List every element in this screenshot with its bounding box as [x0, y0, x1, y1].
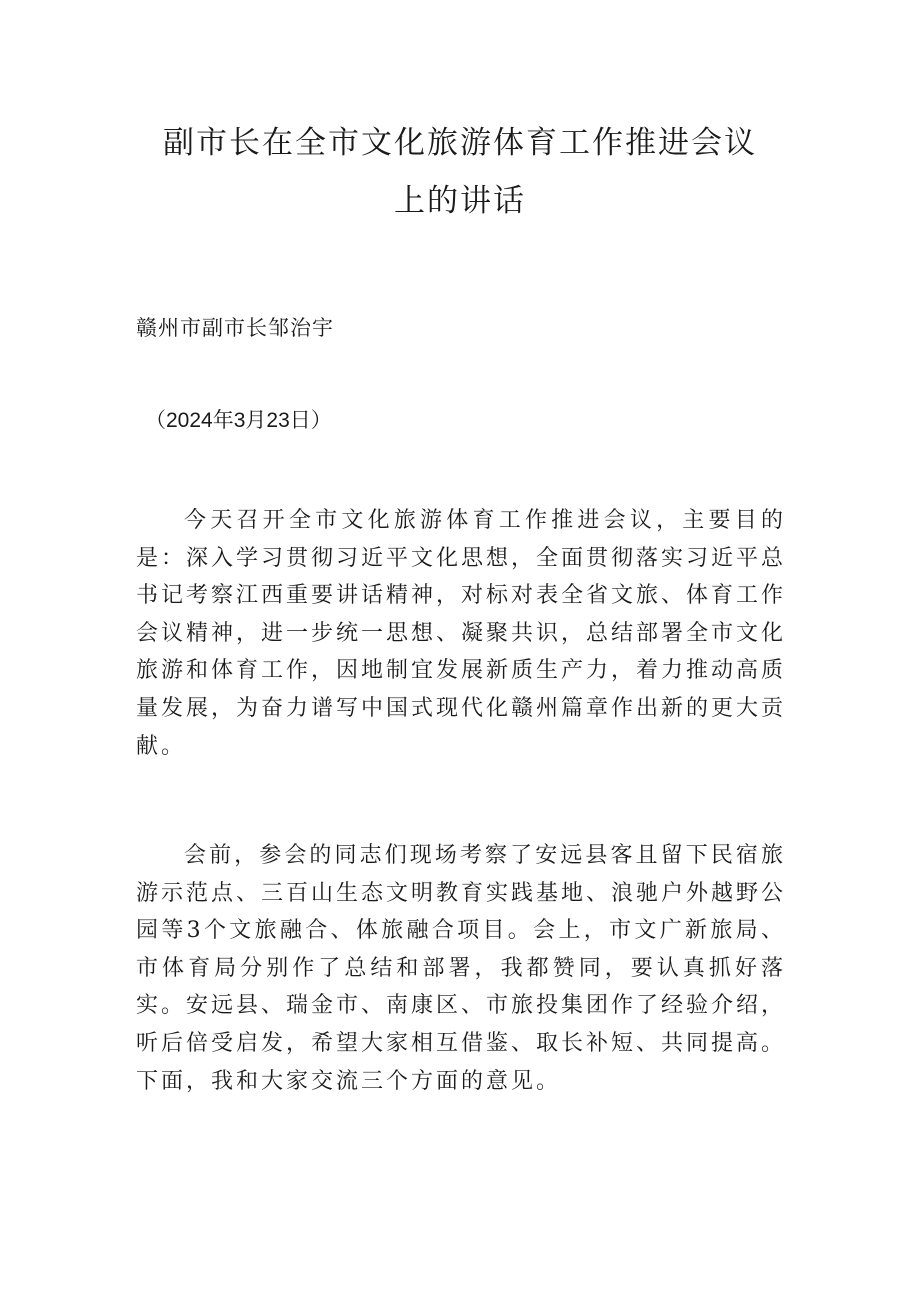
title-line-1: 副市长在全市文化旅游体育工作推进会议 — [163, 125, 757, 161]
paragraph-2: 会前，参会的同志们现场考察了安远县客且留下民宿旅游示范点、三百山生态文明教育实践基地、浪驰户外越野公园等3个文旅融合、体旅融合项目。会上，市文广新旅局、市体育局分别作了总结和部署，我都赞同，要认真抓好落实。安远县、瑞金市、南康区、市旅投集团作了经验介绍，听后倍受启发，希望大家相互借鉴、取长补短、共同提高。下面，我和大家交流三个方面的意见。 — [136, 843, 787, 1094]
paragraph-1: 今天召开全市文化旅游体育工作推进会议，主要目的是：深入学习贯彻习近平文化思想，全面贯彻落实习近平总书记考察江西重要讲话精神，对标对表全省文旅、体育工作会议精神，进一步统一思想、凝聚共识，总结部署全市文化旅游和体育工作，因地制宜发展新质生产力，着力推动高质量发展，为奋力谱写中国式现代化赣州篇章作出新的更大贡献。 — [136, 508, 787, 759]
title-line-2: 上的讲话 — [394, 183, 526, 219]
speech-date: （2024年3月23日） — [145, 409, 332, 432]
document-title — [120, 114, 800, 230]
author-line: 赣州市副市长邹治宇 — [136, 316, 334, 340]
